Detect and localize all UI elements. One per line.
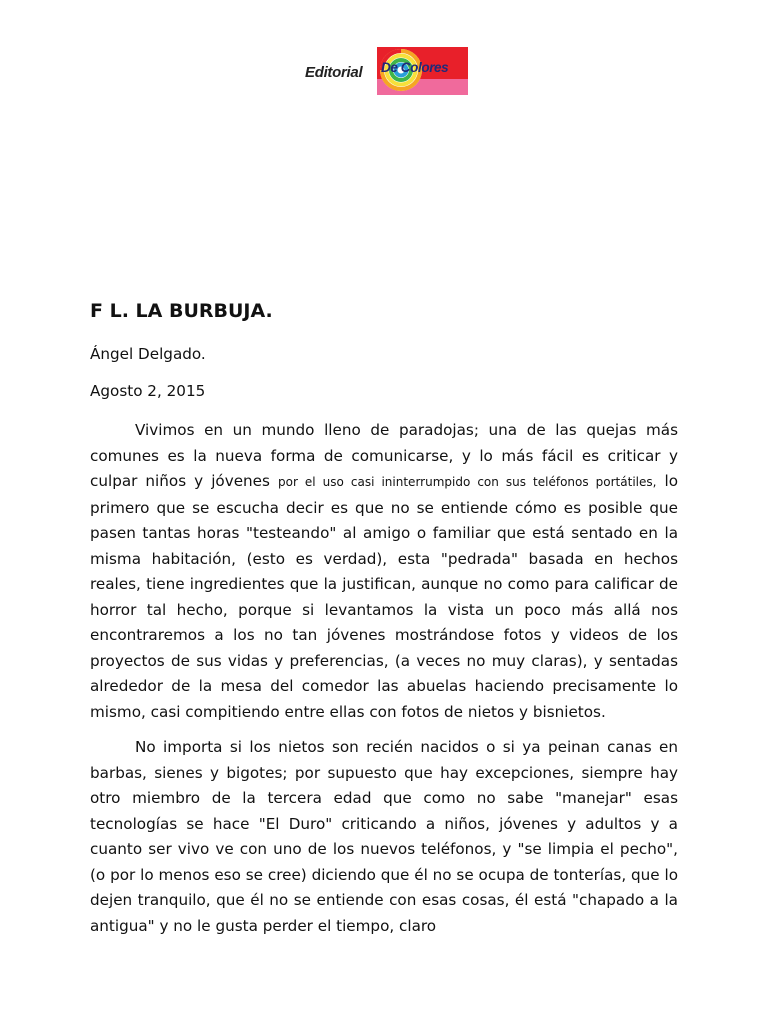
paragraph-1-part-1: Vivimos en un mundo lleno de paradojas; una de las quejas más comunes es la nueva forma de comunicarse, y lo más fácil es criticar y culpar niños y jóvenes [90,421,678,490]
paragraph-1 [90,418,678,725]
document-title: F L. LA BURBUJA. [90,300,273,322]
paragraph-1-small-text: por el uso casi ininterrumpido con sus teléfonos portátiles, [277,475,657,489]
publisher-logo [305,44,469,98]
logo-label: Editorial [305,64,363,81]
author-line: Ángel Delgado. [90,345,206,363]
paragraph-1-part-2: lo primero que se escucha decir es que no se entiende cómo es posible que pasen tantas horas "testeando" al amigo o familiar que está sentado en la misma habitación, (esto es verdad), esta "pedrada" basada en hechos reales, tiene ingredientes que la justifican, aunque no como para calificar de horror tal hecho, porque si levantamos la vista un poco más allá nos encontraremos a los no tan jóvenes mostrándose fotos y videos de los proyectos de sus vidas y preferencias, (a veces no muy claras), y sentadas alrededor de la mesa del comedor las abuelas haciendo precisamente lo mismo, casi compitiendo entre ellas con fotos de nietos y bisnietos. [90,472,679,721]
paragraph-2: No importa si los nietos son recién nacidos o si ya peinan canas en barbas, sienes y bigotes; por supuesto que hay excepciones, siempre hay otro miembro de la tercera edad que como no sabe "manejar" esas tecnologías se hace "El Duro" criticando a niños, jóvenes y adultos y a cuanto ser vivo ve con uno de los nuevos teléfonos, y "se limpia el pecho", (o por lo menos eso se cree) diciendo que él no se ocupa de tonterías, que lo dejen tranquilo, que él no se entiende con esas cosas, él está "chapado a la antigua" y no le gusta perder el tiempo, claro [90,738,678,935]
logo-brand: De Colores [381,60,449,75]
date-line: Agosto 2, 2015 [90,382,206,400]
article-body [90,418,678,949]
